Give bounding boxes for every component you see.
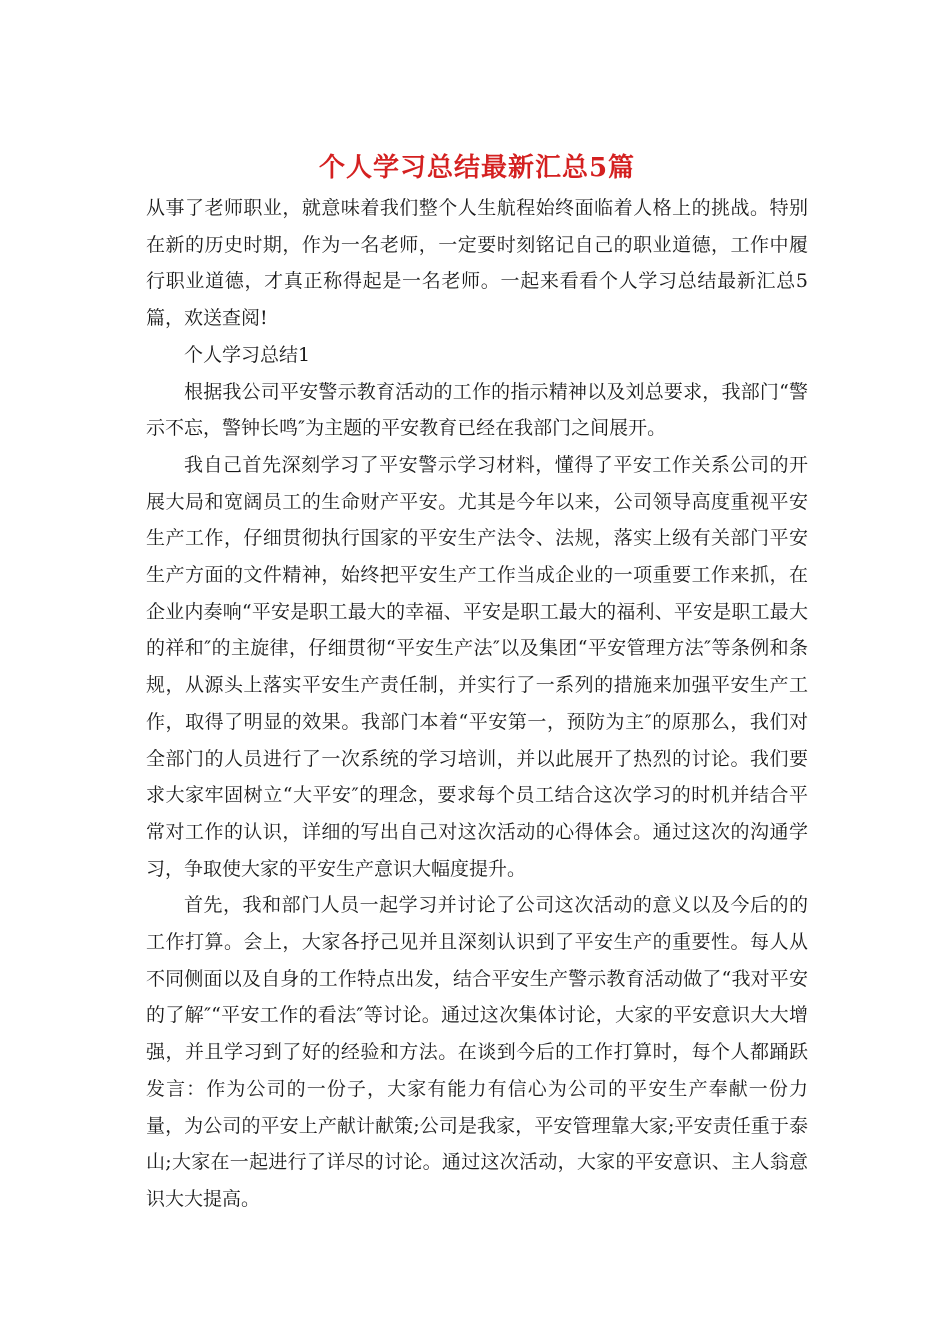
document-title: 个人学习总结最新汇总5篇: [318, 153, 636, 183]
document-page: [146, 150, 808, 1218]
body-paragraph-2: 我自己首先深刻学习了平安警示学习材料，懂得了平安工作关系公司的开展大局和宽阔员工的生命财产平安。尤其是今年以来，公司领导高度重视平安生产工作，仔细贯彻执行国家的平安生产法令、法规，落实上级有关部门平安生产方面的文件精神，始终把平安生产工作当成企业的一项重要工作来抓，在企业内奏响“平安是职工最大的幸福、平安是职工最大的福利、平安是职工最大的祥和″的主旋律，仔细贯彻“平安生产法″以及集团“平安管理方法″等条例和条规，从源头上落实平安生产责任制，并实行了一系列的措施来加强平安生产工作，取得了明显的效果。我部门本着“平安第一，预防为主″的原那么，我们对全部门的人员进行了一次系统的学习培训，并以此展开了热烈的讨论。我们要求大家牢固树立“大平安″的理念，要求每个员工结合这次学习的时机并结合平常对工作的认识，详细的写出自己对这次活动的心得体会。通过这次的沟通学习，争取使大家的平安生产意识大幅度提升。: [146, 453, 808, 880]
intro-paragraph: 从事了老师职业，就意味着我们整个人生航程始终面临着人格上的挑战。特别在新的历史时期，作为一名老师，一定要时刻铭记自己的职业道德，工作中履行职业道德，才真正称得起是一名老师。一起来看看个人学习总结最新汇总5篇，欢送查阅!: [146, 197, 808, 330]
section-heading: 个人学习总结1: [184, 343, 311, 366]
body-paragraph-3: 首先，我和部门人员一起学习并讨论了公司这次活动的意义以及今后的的工作打算。会上，大家各抒己见并且深刻认识到了平安生产的重要性。每人从不同侧面以及自身的工作特点出发，结合平安生产警示教育活动做了“我对平安的了解″“平安工作的看法″等讨论。通过这次集体讨论，大家的平安意识大大增强，并且学习到了好的经验和方法。在谈到今后的工作打算时，每个人都踊跃发言：作为公司的一份子，大家有能力有信心为公司的平安生产奉献一份力量，为公司的平安上产献计献策;公司是我家，平安管理靠大家;平安责任重于泰山;大家在一起进行了详尽的讨论。通过这次活动，大家的平安意识、主人翁意识大大提高。: [146, 894, 808, 1210]
body-paragraph-1: 根据我公司平安警示教育活动的工作的指示精神以及刘总要求，我部门“警示不忘，警钟长鸣″为主题的平安教育已经在我部门之间展开。: [146, 380, 808, 440]
